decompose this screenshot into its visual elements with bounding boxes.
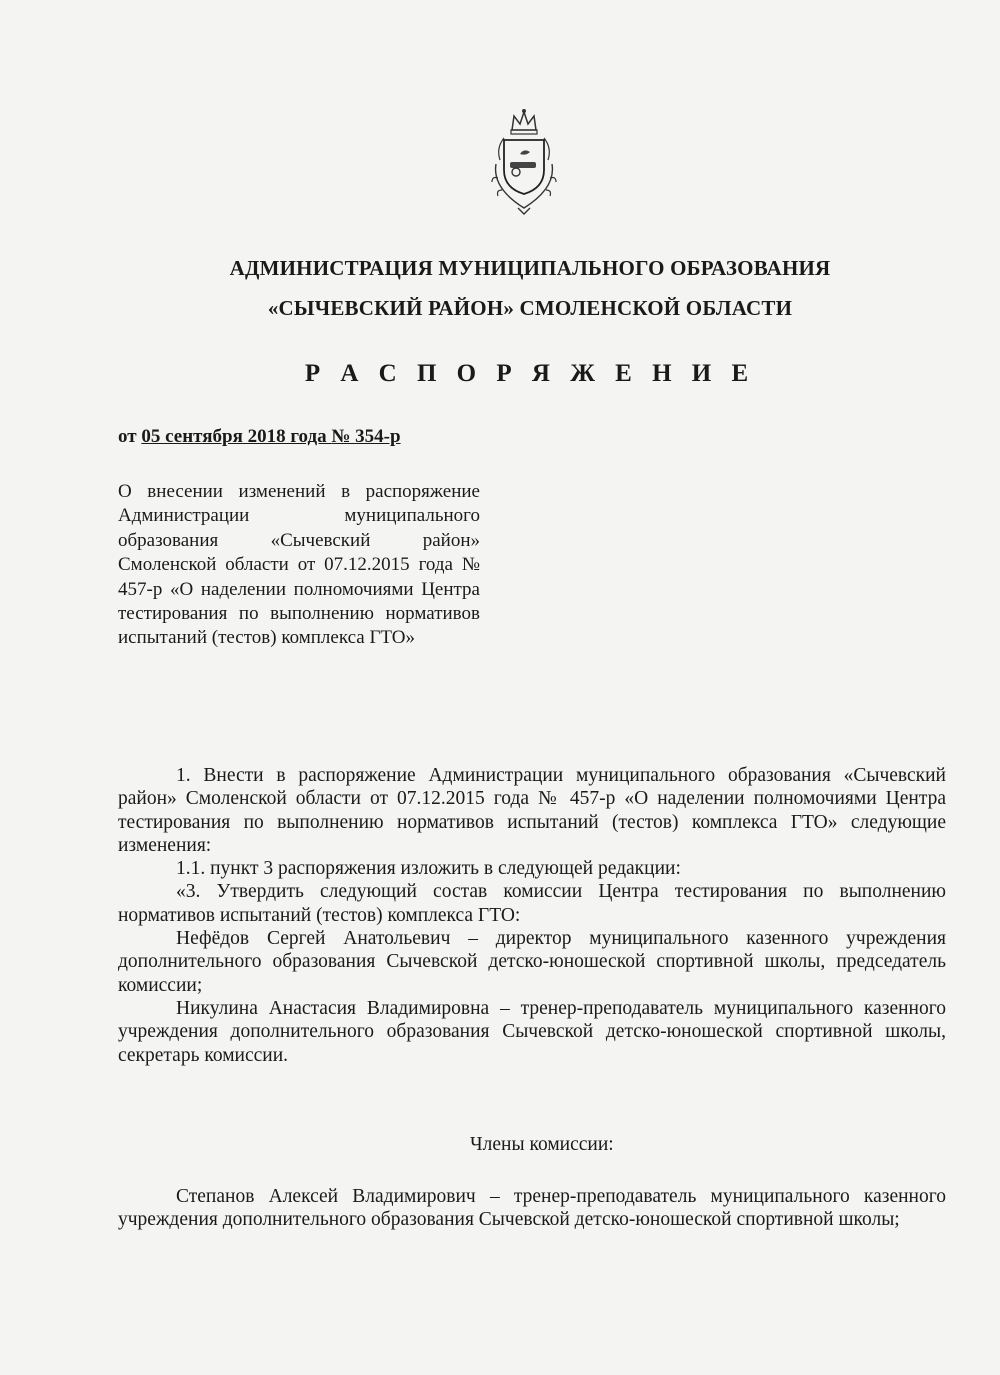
document-date: 05 сентября 2018 года [141,426,332,447]
date-line [118,426,401,448]
document-number: № 354-р [331,426,401,447]
document-type: Р А С П О Р Я Ж Е Н И Е [304,360,756,387]
date-prefix: от [118,426,142,447]
document-subject: О внесении изменений в распоряжение Администрации муниципального образования «Сычевский район» Смоленской области от 07.12.2015 года № 457-р «О наделении полномочиями Центра тестирования по выполнению нормативов испытаний (тестов) комплекса ГТО» [118,481,480,649]
member-entry: Степанов Алексей Владимирович – тренер-преподаватель муниципального казенного учреждения дополнительного образования Сычевской детско-юношеской спортивной школы; [118,1186,946,1231]
members-list [118,1185,946,1232]
members-heading: Члены комиссии: [470,1134,614,1155]
paragraph: 1. Внести в распоряжение Администрации муниципального образования «Сычевский район» Смоленской области от 07.12.2015 года № 457-р «О наделении полномочиями Центра тестирования по выполнению нормативов испытаний (тестов) комплекса ГТО» следующие изменения: [118,765,946,856]
paragraph: «3. Утвердить следующий состав комиссии Центра тестирования по выполнению нормативов испытаний (тестов) комплекса ГТО: [118,881,946,926]
paragraph: Нефёдов Сергей Анатольевич – директор муниципального казенного учреждения дополнительного образования Сычевской детско-юношеской спортивной школы, председатель комиссии; [118,928,946,996]
coat-of-arms-icon [482,108,566,218]
document-body [118,764,946,1067]
paragraph: Никулина Анастасия Владимировна – тренер-преподаватель муниципального казенного учреждения дополнительного образования Сычевской детско-юношеской спортивной школы, секретарь комиссии. [118,997,946,1066]
org-name-line1: АДМИНИСТРАЦИЯ МУНИЦИПАЛЬНОГО ОБРАЗОВАНИЯ [229,256,831,280]
paragraph: 1.1. пункт 3 распоряжения изложить в следующей редакции: [176,858,681,880]
org-name-line2: «СЫЧЕВСКИЙ РАЙОН» СМОЛЕНСКОЙ ОБЛАСТИ [267,296,793,320]
